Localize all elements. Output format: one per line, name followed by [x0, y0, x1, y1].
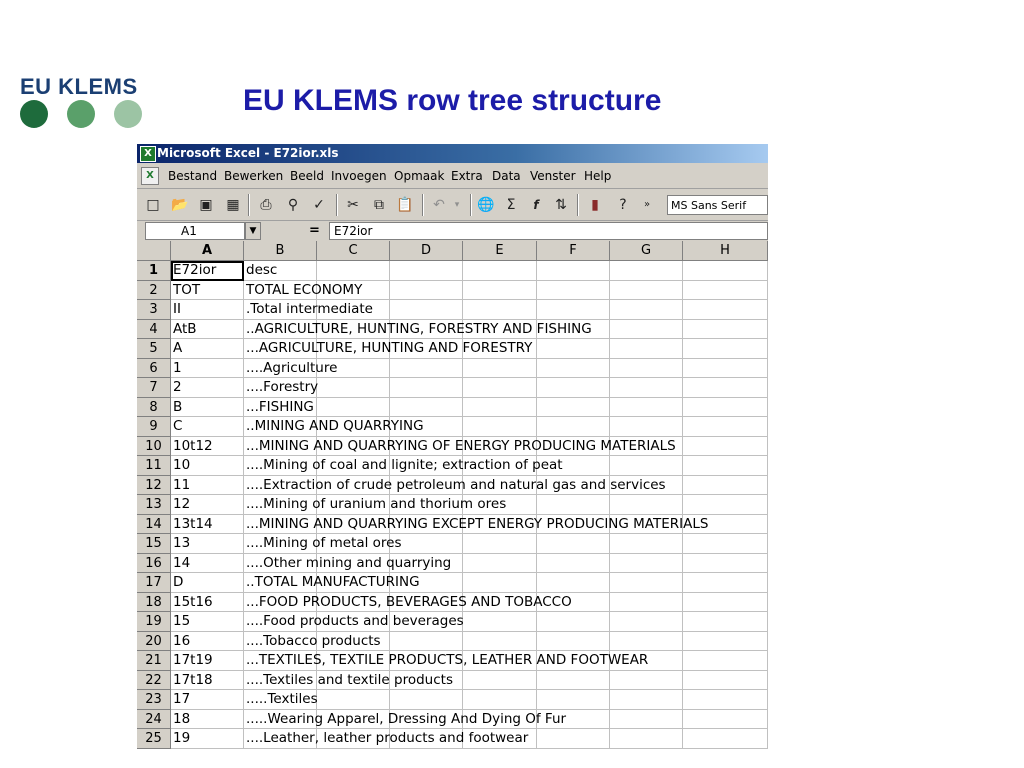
cell-g3[interactable]	[610, 300, 683, 320]
column-header-row	[137, 241, 768, 261]
row-header[interactable]: 7	[137, 378, 171, 398]
code-cell-text: 18	[173, 710, 191, 727]
cell-e20[interactable]	[463, 632, 537, 652]
paste-icon[interactable]: 📋	[396, 197, 414, 213]
sort-ascending-icon[interactable]: ⇅	[555, 197, 567, 213]
cell-f7[interactable]	[537, 378, 610, 398]
code-cell-text: 17	[173, 691, 191, 707]
print-icon[interactable]: ⎙	[260, 197, 272, 213]
code-cell-text: E72ior	[173, 262, 217, 278]
menu-bewerken[interactable]: Bewerken	[224, 169, 284, 183]
permission-icon[interactable]: ▦	[226, 197, 240, 213]
toolbar-separator	[336, 194, 338, 216]
standard-toolbar	[137, 190, 768, 221]
font-name-field[interactable]: MS Sans Serif	[667, 195, 768, 215]
cell-g15[interactable]	[610, 534, 683, 554]
row-header[interactable]: 15	[137, 534, 171, 554]
table-row	[137, 495, 768, 515]
cell-h20[interactable]	[683, 632, 768, 652]
description-cell-text: ....Mining of uranium and thorium ores	[246, 496, 507, 512]
row-header[interactable]: 4	[137, 320, 171, 340]
cell-g2[interactable]	[610, 281, 683, 301]
menu-opmaak[interactable]: Opmaak	[394, 169, 445, 183]
row-header[interactable]: 23	[137, 690, 171, 710]
new-document-icon[interactable]: □	[146, 197, 160, 213]
description-cell-text: desc	[246, 262, 278, 278]
code-cell-text: 12	[173, 496, 191, 512]
column-header-g[interactable]: G	[610, 241, 683, 261]
column-header-b[interactable]: B	[244, 241, 317, 261]
row-header[interactable]: 12	[137, 476, 171, 496]
active-cell-selection[interactable]	[171, 261, 244, 281]
description-cell-text: ...FOOD PRODUCTS, BEVERAGES AND TOBACCO	[246, 593, 572, 610]
cell-f20[interactable]	[537, 632, 610, 652]
cell-e15[interactable]	[463, 534, 537, 554]
row-header[interactable]: 24	[137, 710, 171, 730]
cell-g7[interactable]	[610, 378, 683, 398]
cell-h18[interactable]	[683, 593, 768, 613]
column-header-a[interactable]: A	[171, 241, 244, 261]
cell-f9[interactable]	[537, 417, 610, 437]
code-cell-text: A	[173, 340, 183, 356]
undo-dropdown-icon[interactable]: ▾	[454, 200, 460, 210]
description-cell-text: ....Other mining and quarrying	[246, 554, 452, 571]
code-cell-text: AtB	[173, 320, 197, 337]
logo-dots	[20, 100, 150, 130]
code-cell-text: C	[173, 418, 183, 434]
eu-klems-logo	[20, 74, 150, 134]
table-row	[137, 612, 768, 632]
row-header[interactable]: 13	[137, 495, 171, 515]
cell-e16[interactable]	[463, 554, 537, 574]
code-cell-text: B	[173, 398, 183, 415]
cell-g13[interactable]	[610, 495, 683, 515]
name-box-dropdown-icon[interactable]: ▼	[245, 222, 261, 240]
toolbar-options-icon[interactable]: »	[643, 199, 651, 210]
cut-icon[interactable]: ✂	[347, 197, 359, 213]
cell-d7[interactable]	[390, 378, 463, 398]
cell-c8[interactable]	[317, 398, 390, 418]
cell-h8[interactable]	[683, 398, 768, 418]
menu-invoegen[interactable]: Invoegen	[331, 169, 387, 183]
table-row	[137, 261, 768, 281]
spelling-icon[interactable]: ✓	[313, 197, 325, 213]
code-cell-text: 16	[173, 632, 191, 649]
cell-g23[interactable]	[610, 690, 683, 710]
code-cell-text: 15t16	[173, 593, 213, 610]
cell-g9[interactable]	[610, 417, 683, 437]
cell-g8[interactable]	[610, 398, 683, 418]
code-cell-text: 15	[173, 613, 191, 629]
help-icon[interactable]: ?	[619, 197, 627, 213]
cell-h1[interactable]	[683, 261, 768, 281]
cell-c1[interactable]	[317, 261, 390, 281]
cell-h21[interactable]	[683, 651, 768, 671]
column-header-c[interactable]: C	[317, 241, 390, 261]
cell-h2[interactable]	[683, 281, 768, 301]
cell-d1[interactable]	[390, 261, 463, 281]
row-header[interactable]: 6	[137, 359, 171, 379]
cell-g24[interactable]	[610, 710, 683, 730]
description-cell-text: .....Wearing Apparel, Dressing And Dying Of Fur	[246, 710, 567, 727]
column-header-e[interactable]: E	[463, 241, 537, 261]
row-header[interactable]: 5	[137, 339, 171, 359]
table-row	[137, 300, 768, 320]
toolbar-separator	[422, 194, 424, 216]
cell-e23[interactable]	[463, 690, 537, 710]
cell-a7[interactable]	[171, 378, 244, 398]
cell-f5[interactable]	[537, 339, 610, 359]
autosum-icon[interactable]: Σ	[506, 197, 516, 213]
row-header[interactable]: 20	[137, 632, 171, 652]
table-row	[137, 437, 768, 457]
code-cell-text: TOT	[173, 281, 201, 298]
toolbar-separator	[248, 194, 250, 216]
undo-icon[interactable]: ↶	[433, 197, 445, 213]
description-cell-text: ....Tobacco products	[246, 632, 381, 649]
table-row	[137, 417, 768, 437]
row-header[interactable]: 10	[137, 437, 171, 457]
cell-h11[interactable]	[683, 456, 768, 476]
cell-d20[interactable]	[390, 632, 463, 652]
table-row	[137, 729, 768, 749]
cell-e19[interactable]	[463, 612, 537, 632]
description-cell-text: ....Agriculture	[246, 359, 338, 376]
code-cell-text: 19	[173, 730, 191, 746]
chart-wizard-icon[interactable]: ▮	[591, 197, 599, 213]
code-cell-text: 17t19	[173, 652, 213, 668]
description-cell-text: ...FISHING	[246, 398, 314, 415]
save-icon[interactable]: ▣	[199, 197, 213, 213]
cell-e9[interactable]	[463, 417, 537, 437]
description-cell-text: ..AGRICULTURE, HUNTING, FORESTRY AND FISHING	[246, 320, 592, 337]
row-header[interactable]: 14	[137, 515, 171, 535]
cell-h16[interactable]	[683, 554, 768, 574]
description-cell-text: ...AGRICULTURE, HUNTING AND FORESTRY	[246, 340, 533, 356]
cell-f22[interactable]	[537, 671, 610, 691]
menu-bar	[137, 164, 768, 189]
code-cell-text: 10	[173, 457, 191, 473]
cell-e8[interactable]	[463, 398, 537, 418]
cell-f3[interactable]	[537, 300, 610, 320]
menu-beeld[interactable]: Beeld	[290, 169, 324, 183]
cell-e7[interactable]	[463, 378, 537, 398]
cell-e22[interactable]	[463, 671, 537, 691]
cell-f1[interactable]	[537, 261, 610, 281]
table-row	[137, 378, 768, 398]
cell-g18[interactable]	[610, 593, 683, 613]
menu-extra[interactable]: Extra	[451, 169, 483, 183]
window-title: Microsoft Excel - E72ior.xls	[157, 146, 339, 160]
table-row	[137, 320, 768, 340]
code-cell-text: 14	[173, 554, 191, 571]
row-header[interactable]: 16	[137, 554, 171, 574]
column-header-f[interactable]: F	[537, 241, 610, 261]
table-row	[137, 534, 768, 554]
copy-icon[interactable]: ⧉	[374, 197, 384, 213]
row-header[interactable]: 1	[137, 261, 171, 281]
cell-h10[interactable]	[683, 437, 768, 457]
table-row	[137, 476, 768, 496]
cell-g25[interactable]	[610, 729, 683, 749]
description-cell-text: ...TEXTILES, TEXTILE PRODUCTS, LEATHER AND FOOTWEAR	[246, 652, 649, 668]
cell-h24[interactable]	[683, 710, 768, 730]
cell-h4[interactable]	[683, 320, 768, 340]
cell-f8[interactable]	[537, 398, 610, 418]
table-row	[137, 554, 768, 574]
code-cell-text: II	[173, 301, 181, 317]
row-header[interactable]: 22	[137, 671, 171, 691]
cell-h23[interactable]	[683, 690, 768, 710]
description-cell-text: ....Leather, leather products and footwear	[246, 730, 529, 746]
window-titlebar[interactable]	[137, 144, 768, 163]
logo-dot-medium	[67, 100, 95, 128]
cell-c7[interactable]	[317, 378, 390, 398]
cell-e17[interactable]	[463, 573, 537, 593]
cell-h17[interactable]	[683, 573, 768, 593]
print-preview-icon[interactable]: ⚲	[287, 197, 299, 213]
slide-title: EU KLEMS row tree structure	[243, 84, 662, 117]
cell-h7[interactable]	[683, 378, 768, 398]
hyperlink-icon[interactable]: 🌐	[477, 197, 495, 213]
table-row	[137, 690, 768, 710]
cell-g1[interactable]	[610, 261, 683, 281]
row-header[interactable]: 2	[137, 281, 171, 301]
row-header[interactable]: 18	[137, 593, 171, 613]
table-row	[137, 632, 768, 652]
cell-d23[interactable]	[390, 690, 463, 710]
code-cell-text: 11	[173, 476, 191, 493]
description-cell-text: ..MINING AND QUARRYING	[246, 418, 424, 434]
code-cell-text: 13t14	[173, 515, 213, 532]
description-cell-text: ...MINING AND QUARRYING OF ENERGY PRODUCING MATERIALS	[246, 437, 676, 454]
cell-h6[interactable]	[683, 359, 768, 379]
cell-e6[interactable]	[463, 359, 537, 379]
cell-d6[interactable]	[390, 359, 463, 379]
code-cell-text: 10t12	[173, 437, 213, 454]
cell-e1[interactable]	[463, 261, 537, 281]
description-cell-text: ....Textiles and textile products	[246, 671, 453, 688]
workbook-icon[interactable]: X	[141, 167, 159, 185]
cell-h3[interactable]	[683, 300, 768, 320]
table-row	[137, 398, 768, 418]
menu-venster[interactable]: Venster	[530, 169, 576, 183]
table-row	[137, 281, 768, 301]
cell-g4[interactable]	[610, 320, 683, 340]
cell-a3[interactable]	[171, 300, 244, 320]
logo-dot-light	[114, 100, 142, 128]
cell-f25[interactable]	[537, 729, 610, 749]
description-cell-text: .....Textiles	[246, 691, 318, 707]
row-header[interactable]: 17	[137, 573, 171, 593]
cell-h9[interactable]	[683, 417, 768, 437]
cell-e3[interactable]	[463, 300, 537, 320]
code-cell-text: 2	[173, 379, 182, 395]
logo-text: EU KLEMS	[20, 74, 138, 99]
table-row	[137, 651, 768, 671]
row-header[interactable]: 3	[137, 300, 171, 320]
select-all-corner[interactable]	[137, 241, 171, 261]
cell-g17[interactable]	[610, 573, 683, 593]
description-cell-text: TOTAL ECONOMY	[246, 281, 363, 298]
cell-c23[interactable]	[317, 690, 390, 710]
description-cell-text: ..TOTAL MANUFACTURING	[246, 574, 420, 590]
cell-f19[interactable]	[537, 612, 610, 632]
menu-bestand[interactable]: Bestand	[168, 169, 218, 183]
table-row	[137, 593, 768, 613]
formula-bar	[137, 221, 768, 241]
cell-g22[interactable]	[610, 671, 683, 691]
cell-h25[interactable]	[683, 729, 768, 749]
cell-d3[interactable]	[390, 300, 463, 320]
function-icon[interactable]: f	[533, 198, 539, 212]
row-header[interactable]: 9	[137, 417, 171, 437]
cell-d2[interactable]	[390, 281, 463, 301]
cell-g5[interactable]	[610, 339, 683, 359]
row-header[interactable]: 8	[137, 398, 171, 418]
formula-equals: =	[309, 223, 320, 238]
table-row	[137, 359, 768, 379]
description-cell-text: ....Mining of coal and lignite; extraction of peat	[246, 457, 563, 473]
cell-a6[interactable]	[171, 359, 244, 379]
name-box[interactable]: A1	[145, 222, 245, 240]
table-row	[137, 515, 768, 535]
table-row	[137, 456, 768, 476]
table-row	[137, 339, 768, 359]
code-cell-text: 17t18	[173, 671, 213, 688]
description-cell-text: ....Food products and beverages	[246, 613, 464, 629]
menu-data[interactable]: Data	[492, 169, 521, 183]
cell-e2[interactable]	[463, 281, 537, 301]
cell-f15[interactable]	[537, 534, 610, 554]
excel-window	[137, 144, 768, 751]
logo-dot-dark	[20, 100, 48, 128]
description-cell-text: ....Forestry	[246, 379, 319, 395]
column-header-d[interactable]: D	[390, 241, 463, 261]
cell-f2[interactable]	[537, 281, 610, 301]
description-cell-text: ....Mining of metal ores	[246, 535, 402, 551]
table-row	[137, 671, 768, 691]
code-cell-text: 1	[173, 359, 182, 376]
cell-h5[interactable]	[683, 339, 768, 359]
cell-h15[interactable]	[683, 534, 768, 554]
cell-f13[interactable]	[537, 495, 610, 515]
table-row	[137, 710, 768, 730]
cell-h12[interactable]	[683, 476, 768, 496]
cell-f17[interactable]	[537, 573, 610, 593]
cell-h22[interactable]	[683, 671, 768, 691]
toolbar-separator	[577, 194, 579, 216]
code-cell-text: D	[173, 574, 184, 590]
description-cell-text: ....Extraction of crude petroleum and natural gas and services	[246, 476, 666, 493]
cell-h13[interactable]	[683, 495, 768, 515]
cell-h19[interactable]	[683, 612, 768, 632]
cell-f6[interactable]	[537, 359, 610, 379]
column-header-h[interactable]: H	[683, 241, 768, 261]
cell-f23[interactable]	[537, 690, 610, 710]
code-cell-text: 13	[173, 535, 191, 551]
row-header[interactable]: 21	[137, 651, 171, 671]
spreadsheet-grid	[137, 241, 768, 751]
cell-d8[interactable]	[390, 398, 463, 418]
cell-g11[interactable]	[610, 456, 683, 476]
row-header[interactable]: 19	[137, 612, 171, 632]
cell-g20[interactable]	[610, 632, 683, 652]
cell-g16[interactable]	[610, 554, 683, 574]
toolbar-separator	[470, 194, 472, 216]
row-header[interactable]: 25	[137, 729, 171, 749]
description-cell-text: ...MINING AND QUARRYING EXCEPT ENERGY PRODUCING MATERIALS	[246, 515, 709, 532]
row-header[interactable]: 11	[137, 456, 171, 476]
cell-f16[interactable]	[537, 554, 610, 574]
description-cell-text: .Total intermediate	[246, 301, 373, 317]
open-folder-icon[interactable]: 📂	[171, 197, 189, 213]
formula-input[interactable]: E72ior	[329, 222, 768, 240]
menu-help[interactable]: Help	[584, 169, 612, 183]
cell-g19[interactable]	[610, 612, 683, 632]
excel-app-icon[interactable]: X	[140, 146, 156, 162]
cell-g6[interactable]	[610, 359, 683, 379]
table-row	[137, 573, 768, 593]
